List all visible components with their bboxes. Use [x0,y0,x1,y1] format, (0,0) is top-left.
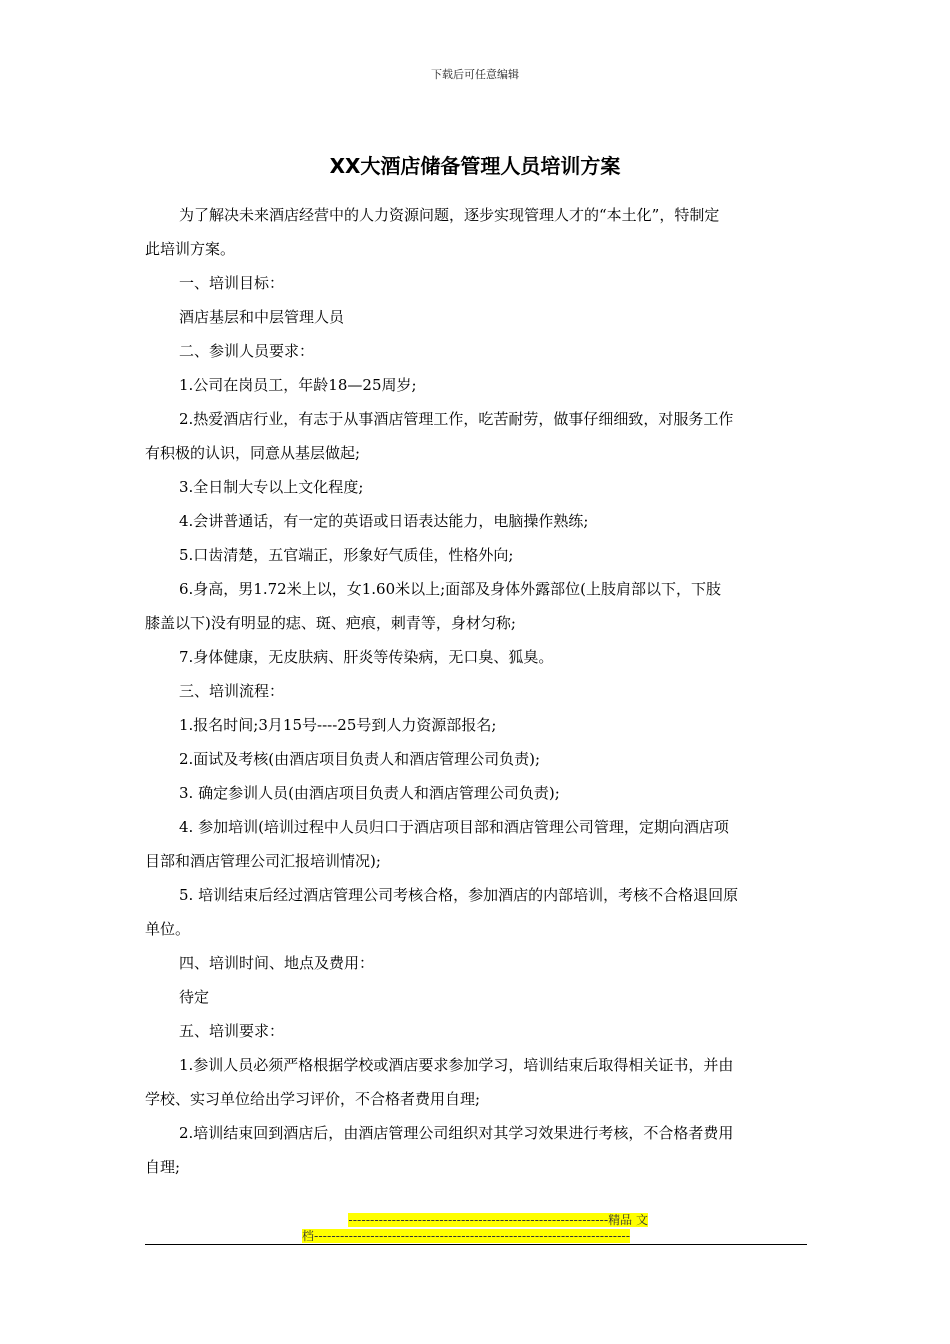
paragraph-line: 酒店基层和中层管理人员 [179,308,345,326]
paragraph-line: 3.全日制大专以上文化程度; [179,478,364,496]
paragraph-line: 6.身高，男1.72米上以，女1.60米以上;面部及身体外露部位(上肢肩部以下，下肢 [179,580,722,598]
paragraph-line: 待定 [179,988,210,1006]
paragraph-line: 自理; [145,1158,181,1176]
paragraph-line: 2.培训结束回到酒店后，由酒店管理公司组织对其学习效果进行考核，不合格者费用 [179,1124,734,1142]
paragraph-line: 有积极的认识，同意从基层做起; [145,444,361,462]
document-title: XX大酒店储备管理人员培训方案 [329,154,621,178]
paragraph-line: 三、培训流程： [179,682,285,700]
paragraph-line: 一、培训目标： [179,274,285,292]
paragraph-line: 膝盖以下)没有明显的痣、斑、疤痕，刺青等，身材匀称; [145,614,516,632]
paragraph-line: 5. 培训结束后经过酒店管理公司考核合格，参加酒店的内部培训，考核不合格退回原 [179,886,739,904]
paragraph-line: 1.公司在岗员工，年龄18—25周岁; [179,376,417,394]
paragraph-line: 单位。 [145,920,191,938]
footer-watermark-line-2: 档------------------------------------------------------------------------- [302,1229,631,1243]
paragraph-line: 目部和酒店管理公司汇报培训情况); [145,852,381,870]
paragraph-line: 1.参训人员必须严格根据学校或酒店要求参加学习，培训结束后取得相关证书，并由 [179,1056,734,1074]
paragraph-line: 5.口齿清楚，五官端正，形象好气质佳，性格外向; [179,546,514,564]
document-body [145,198,807,1184]
paragraph-line: 7.身体健康，无皮肤病、肝炎等传染病，无口臭、狐臭。 [179,648,554,666]
paragraph-line: 3. 确定参训人员(由酒店项目负责人和酒店管理公司负责); [179,784,560,802]
paragraph-line: 五、培训要求： [179,1022,285,1040]
footer-watermark-line-1: ------------------------------------------------------------精品 文 [348,1213,648,1227]
paragraph-line: 1.报名时间;3月15号----25号到人力资源部报名; [179,716,497,734]
paragraph-line: 为了解决未来酒店经营中的人力资源问题，逐步实现管理人才的“本土化”，特制定 [179,206,720,224]
paragraph-line: 此培训方案。 [145,240,236,258]
paragraph-line: 学校、实习单位给出学习评价，不合格者费用自理; [145,1090,481,1108]
header-note: 下载后可任意编辑 [431,68,519,81]
paragraph-line: 四、培训时间、地点及费用： [179,954,375,972]
paragraph-line: 2.热爱酒店行业，有志于从事酒店管理工作，吃苦耐劳，做事仔细细致，对服务工作 [179,410,734,428]
paragraph-line: 二、参训人员要求： [179,342,315,360]
paragraph-line: 4.会讲普通话，有一定的英语或日语表达能力，电脑操作熟练; [179,512,589,530]
paragraph-line: 4. 参加培训(培训过程中人员归口于酒店项目部和酒店管理公司管理，定期向酒店项 [179,818,729,836]
paragraph-line: 2.面试及考核(由酒店项目负责人和酒店管理公司负责); [179,750,541,768]
footer-rule [145,1244,807,1245]
